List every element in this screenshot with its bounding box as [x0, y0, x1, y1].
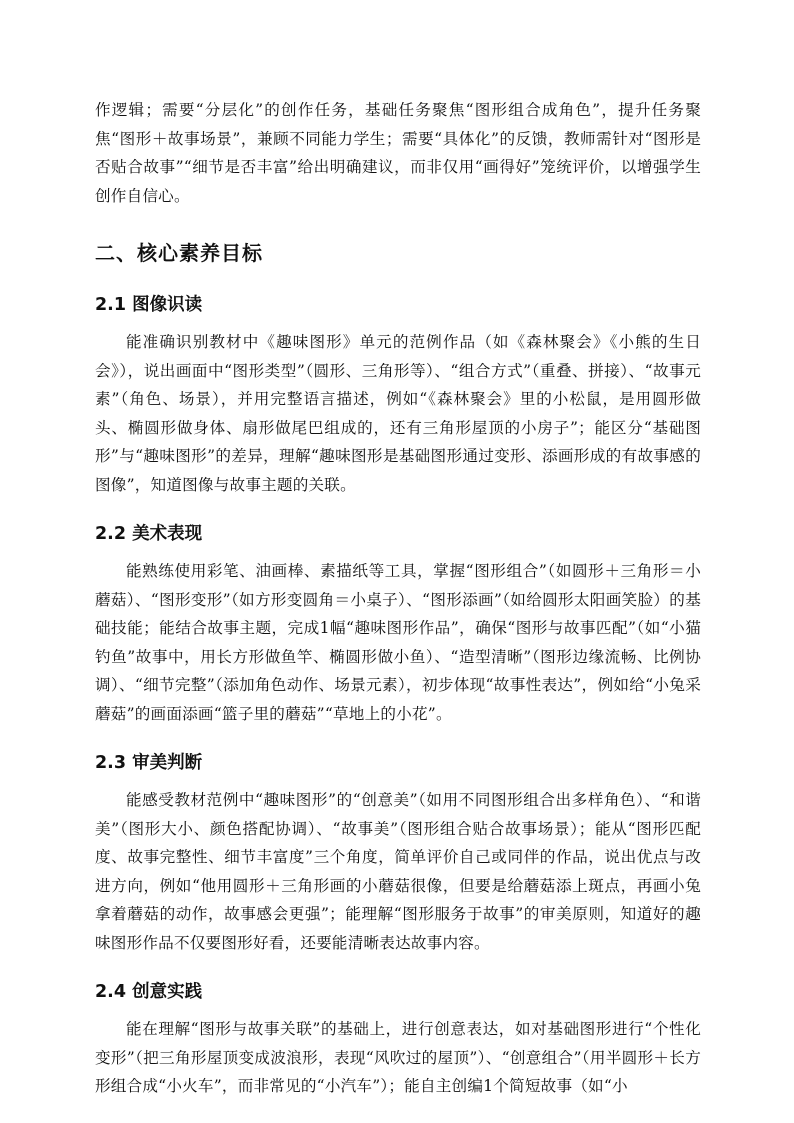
section-title: 二、核心素养目标	[95, 241, 263, 265]
subsection-heading-2-3: 2.3 审美判断	[95, 753, 203, 773]
subsection-paragraph-2-4: 能在理解“图形与故事关联”的基础上，进行创意表达，如对基础图形进行“个性化变形”（把三角形屋顶变成波浪形，表现“风吹过的屋顶”）、“创意组合”（用半圆形＋长方形组合成“小火车”，而非常见的“小汽车”）；能自主创编1个简短故事（如“小	[95, 1020, 701, 1095]
document-page	[95, 96, 701, 1101]
subsection-paragraph-2-1: 能准确识别教材中《趣味图形》单元的范例作品（如《森林聚会》《小熊的生日会》），说出画面中“图形类型”（圆形、三角形等）、“组合方式”（重叠、拼接）、“故事元素”（角色、场景），并用完整语言描述，例如“《森林聚会》里的小松鼠，是用圆形做头、椭圆形做身体、扇形做尾巴组成的，还有三角形屋顶的小房子”；能区分“基础图形”与“趣味图形”的差异，理解“趣味图形是基础图形通过变形、添画形成的有故事感的图像”，知道图像与故事主题的关联。	[95, 333, 701, 494]
subsection-heading-2-2: 2.2 美术表现	[95, 524, 203, 544]
intro-paragraph: 作逻辑；需要“分层化”的创作任务，基础任务聚焦“图形组合成角色”，提升任务聚焦“图形＋故事场景”，兼顾不同能力学生；需要“具体化”的反馈，教师需针对“图形是否贴合故事”“细节是否丰富”给出明确建议，而非仅用“画得好”笼统评价，以增强学生创作自信心。	[95, 101, 701, 205]
subsection-paragraph-2-3: 能感受教材范例中“趣味图形”的“创意美”（如用不同图形组合出多样角色）、“和谐美”（图形大小、颜色搭配协调）、“故事美”（图形组合贴合故事场景）；能从“图形匹配度、故事完整性、细节丰富度”三个角度，简单评价自己或同伴的作品，说出优点与改进方向，例如“他用圆形＋三角形画的小蘑菇很像，但要是给蘑菇添上斑点，再画小兔拿着蘑菇的动作，故事感会更强”；能理解“图形服务于故事”的审美原则，知道好的趣味图形作品不仅要图形好看，还要能清晰表达故事内容。	[95, 791, 701, 952]
subsection-heading-2-1: 2.1 图像识读	[95, 295, 203, 315]
subsection-paragraph-2-2: 能熟练使用彩笔、油画棒、素描纸等工具，掌握“图形组合”（如圆形＋三角形＝小蘑菇）、“图形变形”（如方形变圆角＝小桌子）、“图形添画”（如给圆形太阳画笑脸）的基础技能；能结合故事主题，完成1幅“趣味图形作品”，确保“图形与故事匹配”（如“小猫钓鱼”故事中，用长方形做鱼竿、椭圆形做小鱼）、“造型清晰”（图形边缘流畅、比例协调）、“细节完整”（添加角色动作、场景元素），初步体现“故事性表达”，例如给“小兔采蘑菇”的画面添画“篮子里的蘑菇”“草地上的小花”。	[95, 562, 701, 723]
subsection-heading-2-4: 2.4 创意实践	[95, 982, 203, 1002]
